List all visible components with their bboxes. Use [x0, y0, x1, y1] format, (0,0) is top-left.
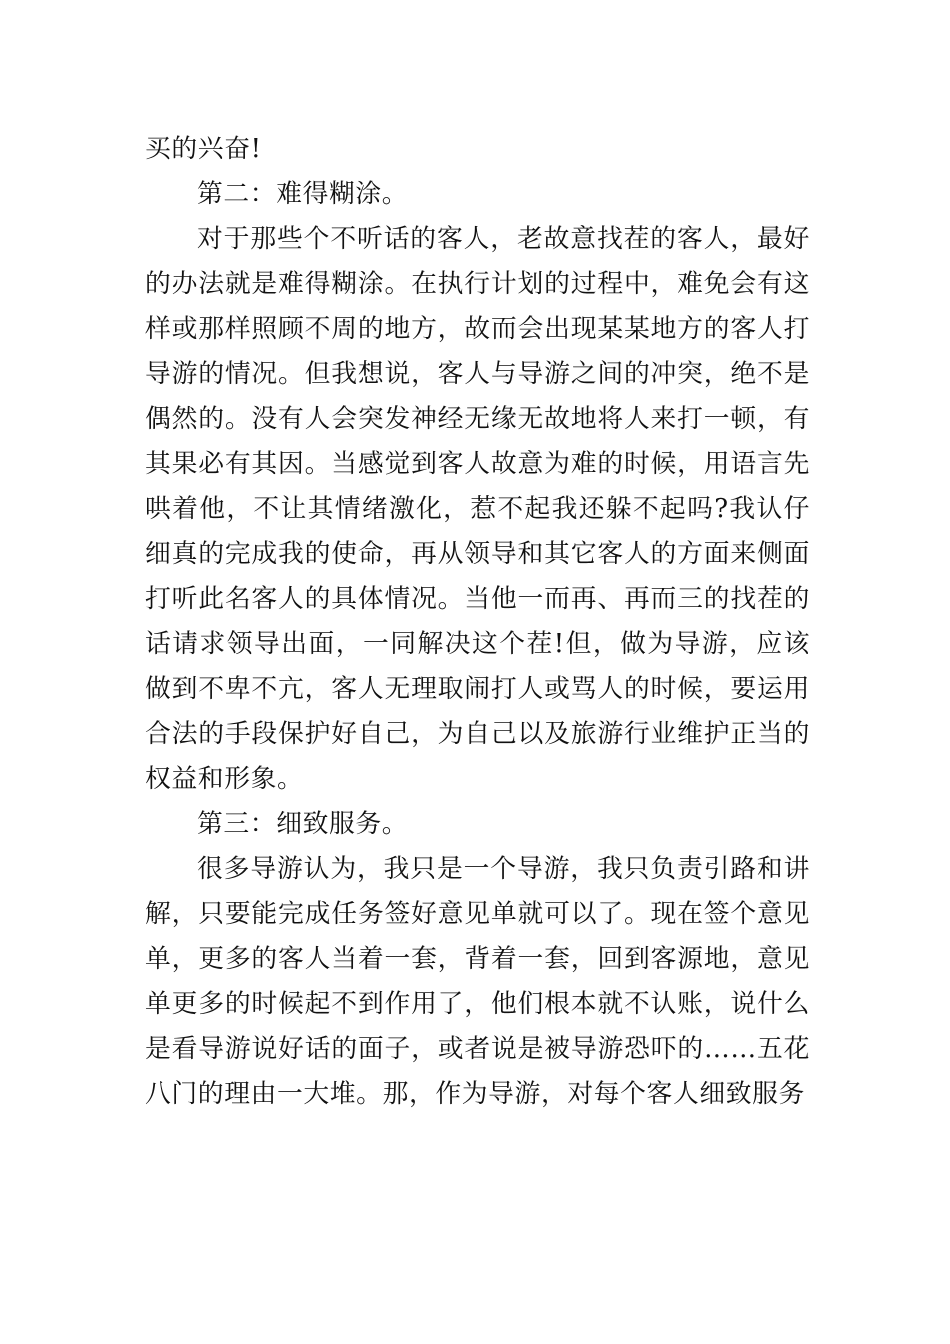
- paragraph-heading-second: 第二：难得糊涂。: [197, 179, 409, 209]
- paragraph-heading-third: 第三：细致服务。: [197, 809, 409, 839]
- paragraph-continuation: 买的兴奋!: [145, 134, 262, 164]
- document-body: [145, 127, 810, 1117]
- paragraph-body: 对于那些个不听话的客人，老故意找茬的客人，最好的办法就是难得糊涂。在执行计划的过程中，难免会有这样或那样照顾不周的地方，故而会出现某某地方的客人打导游的情况。但我想说，客人与导游之间的冲突，绝不是偶然的。没有人会突发神经无缘无故地将人来打一顿，有其果必有其因。当感觉到客人故意为难的时候，用语言先哄着他，不让其情绪激化，惹不起我还躲不起吗?我认仔细真的完成我的使命，再从领导和其它客人的方面来侧面打听此名客人的具体情况。当他一而再、再而三的找茬的话请求领导出面，一同解决这个茬!但，做为导游，应该做到不卑不亢，客人无理取闹打人或骂人的时候，要运用合法的手段保护好自己，为自己以及旅游行业维护正当的权益和形象。: [145, 224, 810, 794]
- paragraph-body: 很多导游认为，我只是一个导游，我只负责引路和讲解，只要能完成任务签好意见单就可以了。现在签个意见单，更多的客人当着一套，背着一套，回到客源地，意见单更多的时候起不到作用了，他们根本就不认账，说什么是看导游说好话的面子，或者说是被导游恐吓的……五花八门的理由一大堆。那，作为导游，对每个客人细致服务: [145, 854, 810, 1109]
